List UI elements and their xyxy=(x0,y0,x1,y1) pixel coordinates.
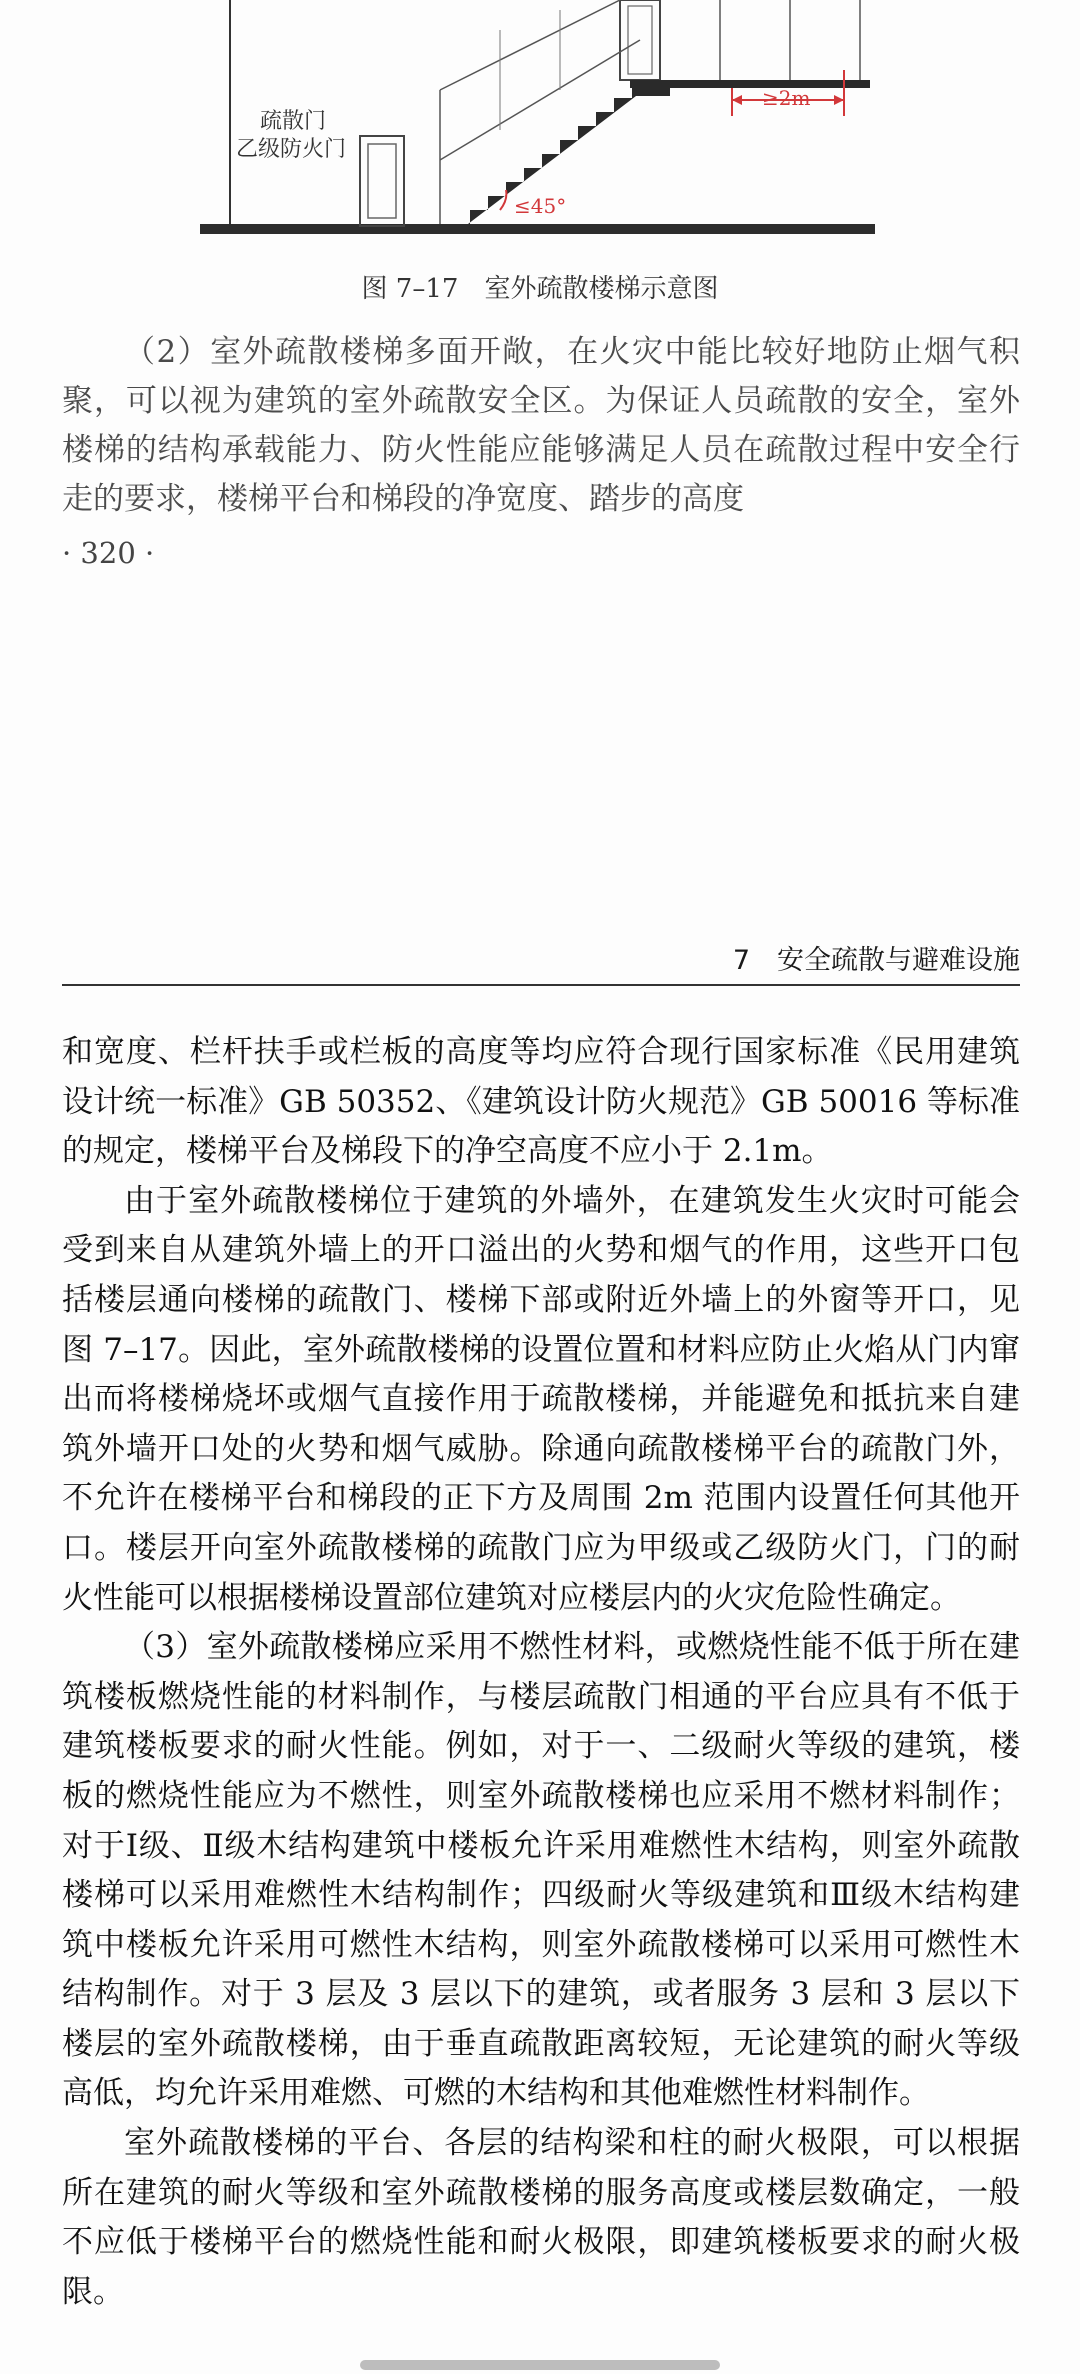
door-label: 疏散门 xyxy=(260,109,327,134)
paragraph-continuation: 和宽度、栏杆扶手或栏板的高度等均应符合现行国家标准《民用建筑设计统一标准》GB 50352、《建筑设计防火规范》GB 50016 等标准的规定，楼梯平台及梯段下的净空高度不应小于 2.1m。 xyxy=(62,1034,1020,1170)
evacuation-door xyxy=(360,136,404,226)
home-indicator[interactable] xyxy=(360,2360,720,2370)
figure-caption: 图 7–17 室外疏散楼梯示意图 xyxy=(361,274,719,304)
page-number: · 320 · xyxy=(62,536,155,570)
header-rule xyxy=(62,984,1020,986)
stair-landing xyxy=(630,80,870,88)
stair-diagram xyxy=(200,0,880,240)
running-header: 7 安全疏散与避难设施 xyxy=(732,945,1020,976)
angle-arc xyxy=(500,190,506,210)
distance-label: ≥2m xyxy=(762,86,811,110)
top-paragraph: （2）室外疏散楼梯多面开敞，在火灾中能比较好地防止烟气积聚，可以视为建筑的室外疏散安全区。为保证人员疏散的安全，室外楼梯的结构承载能力、防火性能应能够满足人员在疏散过程中安全行走的要求，楼梯平台和梯段的净宽度、踏步的高度 xyxy=(62,334,1020,517)
body-text xyxy=(62,1028,1020,2317)
door-rating-label: 乙级防火门 xyxy=(236,137,347,162)
paragraph-fire-exposure: 由于室外疏散楼梯位于建筑的外墙外，在建筑发生火灾时可能会受到来自从建筑外墙上的开口溢出的火势和烟气的作用，这些开口包括楼层通向楼梯的疏散门、楼梯下部或附近外墙上的外窗等开口，见图 7–17。因此，室外疏散楼梯的设置位置和材料应防止火焰从门内窜出而将楼梯烧坏或烟气直接作用于疏散楼梯，并能避免和抵抗来自建筑外墙开口处的火势和烟气威胁。除通向疏散楼梯平台的疏散门外，不允许在楼梯平台和梯段的正下方及周围 2m 范围内设置任何其他开口。楼层开向室外疏散楼梯的疏散门应为甲级或乙级防火门，门的耐火性能可以根据楼梯设置部位建筑对应楼层内的火灾危险性确定。 xyxy=(62,1182,1020,1616)
ground-slab xyxy=(200,224,875,234)
angle-label: ≤45° xyxy=(514,194,567,218)
paragraph-materials: （3）室外疏散楼梯应采用不燃性材料，或燃烧性能不低于所在建筑楼板燃烧性能的材料制作，与楼层疏散门相通的平台应具有不低于建筑楼板要求的耐火性能。例如，对于一、二级耐火等级的建筑，楼板的燃烧性能应为不燃性，则室外疏散楼梯也应采用不燃材料制作；对于Ⅰ级、Ⅱ级木结构建筑中楼板允许采用难燃性木结构，则室外疏散楼梯可以采用难燃性木结构制作；四级耐火等级建筑和Ⅲ级木结构建筑中楼板允许采用可燃性木结构，则室外疏散楼梯可以采用可燃性木结构制作。对于 3 层及 3 层以下的建筑，或者服务 3 层和 3 层以下楼层的室外疏散楼梯，由于垂直疏散距离较短，无论建筑的耐火等级高低，均允许采用难燃、可燃的木结构和其他难燃性材料制作。 xyxy=(62,1629,1020,2112)
paragraph-fire-resistance: 室外疏散楼梯的平台、各层的结构梁和柱的耐火极限，可以根据所在建筑的耐火等级和室外疏散楼梯的服务高度或楼层数确定，一般不应低于楼梯平台的燃烧性能和耐火极限，即建筑楼板要求的耐火极限。 xyxy=(62,2125,1020,2310)
